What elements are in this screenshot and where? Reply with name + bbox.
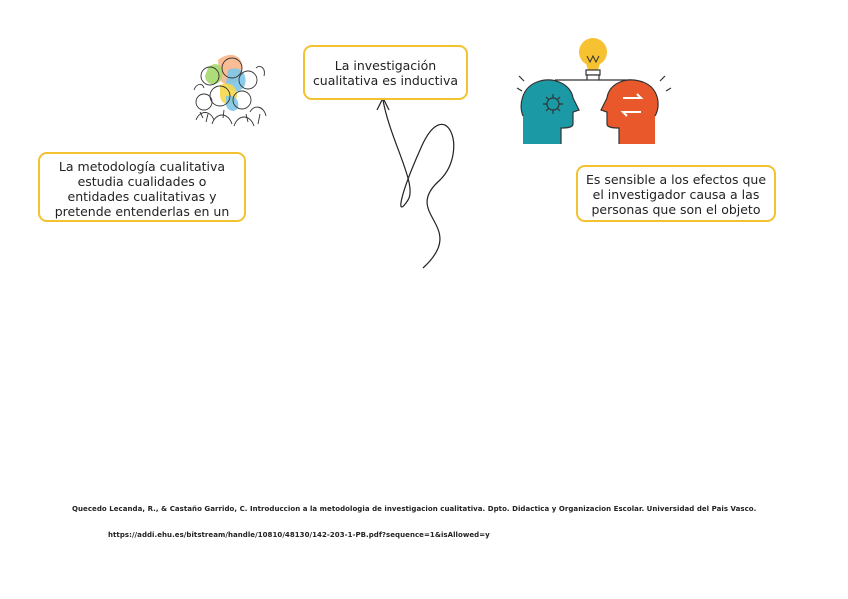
reference-citation: Quecedo Lecanda, R., & Castaño Garrido, C. Introduccion a la metodologia de investigacion cualitativa. Dpto. Didactica y Organizacion Escolar. Universidad del Pais Vasco. (72, 505, 757, 513)
squiggle-line (383, 100, 454, 268)
node-right-line-1: Es sensible a los efectos que (585, 172, 767, 187)
people-sketch-icon (190, 50, 270, 130)
two-heads-lightbulb-icon (515, 36, 675, 148)
node-center (303, 45, 468, 100)
node-left-line-4: pretende entenderlas en un (54, 204, 230, 219)
node-center-line-1: La investigación (334, 58, 437, 73)
node-left-line-2: estudia cualidades o (77, 174, 207, 189)
node-left-line-1: La metodología cualitativa (58, 159, 226, 174)
node-left (38, 152, 246, 222)
node-center-line-2: cualitativa es inductiva (312, 73, 459, 88)
node-right-line-3: personas que son el objeto (591, 202, 761, 217)
node-right (576, 165, 776, 222)
node-right-line-2: el investigador causa a las (592, 187, 760, 202)
reference-url[interactable]: https://addi.ehu.es/bitstream/handle/10810/48130/142-203-1-PB.pdf?sequence=1&isAllowed=y (108, 531, 490, 539)
node-left-line-3: entidades cualitativas y (67, 189, 217, 204)
